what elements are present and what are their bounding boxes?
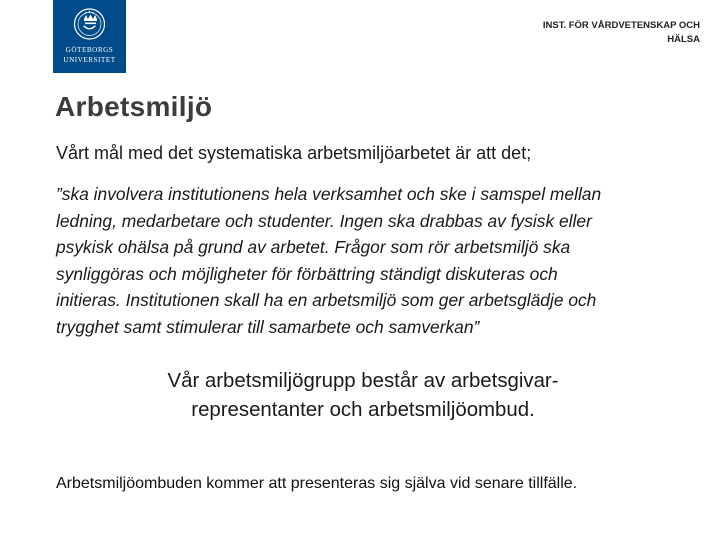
page-title: Arbetsmiljö bbox=[55, 91, 213, 122]
logo-text-line2: UNIVERSITET bbox=[63, 56, 116, 64]
department-header bbox=[440, 19, 700, 47]
logo-text-line1: GÖTEBORGS bbox=[65, 46, 114, 54]
group-statement: Vår arbetsmiljögrupp består av arbetsgivar- representanter och arbetsmiljöombud. bbox=[167, 370, 559, 421]
university-logo bbox=[53, 0, 126, 73]
mission-quote: ”ska involvera institutionens hela verksamhet och ske i samspel mellan ledning, medarbetare och studenter. Ingen ska drabbas av fysisk eller psykisk ohälsa på grund av arbetet. Frågor som rör arbetsmiljö ska synliggöras och möjligheter för förbättring ständigt diskuteras och initieras. Institutionen skall ha en arbetsmiljö som ger arbetsglädje och trygghet samt stimulerar till samarbete och samverkan” bbox=[56, 184, 602, 337]
department-header-line2: HÄLSA bbox=[667, 34, 700, 45]
department-header-line1: INST. FÖR VÅRDVETENSKAP OCH bbox=[542, 20, 700, 31]
goal-statement: Vårt mål med det systematiska arbetsmiljöarbetet är att det; bbox=[56, 143, 532, 163]
footer-note: Arbetsmiljöombuden kommer att presenteras sig själva vid senare tillfälle. bbox=[56, 475, 578, 492]
